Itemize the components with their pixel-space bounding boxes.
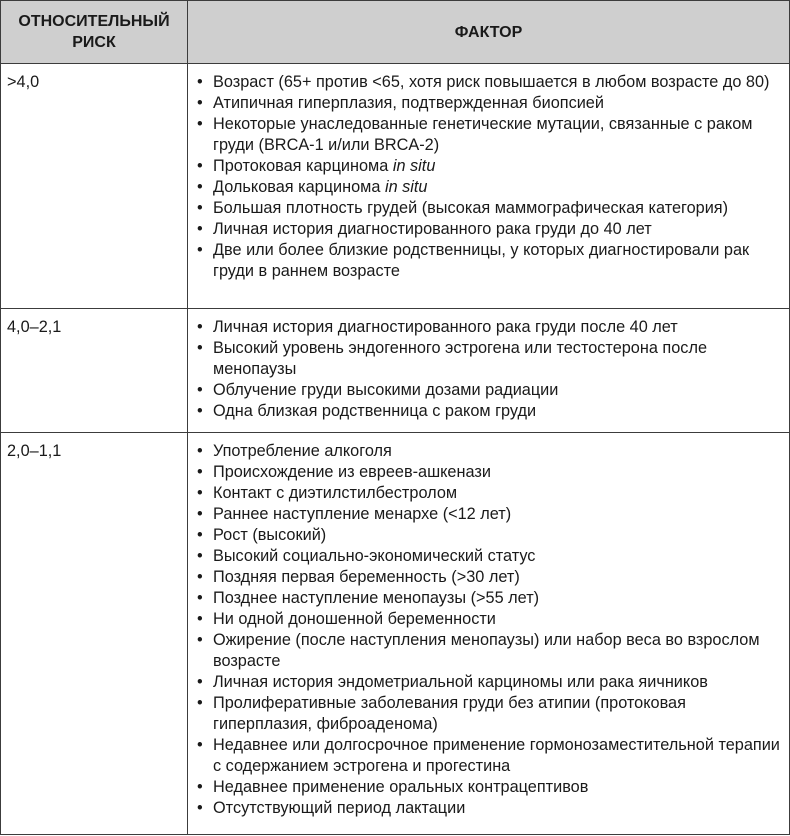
list-item <box>192 317 785 338</box>
list-item <box>192 567 785 588</box>
list-item <box>192 630 785 672</box>
bullet-icon: • <box>197 220 203 238</box>
factor-text: Употребление алкоголя <box>213 442 392 460</box>
list-item <box>192 219 785 240</box>
factor-text: Облучение груди высокими дозами радиации <box>213 381 559 399</box>
header-relative-risk: ОТНОСИТЕЛЬНЫЙ РИСК <box>1 1 188 64</box>
list-item <box>192 177 785 198</box>
list-item <box>192 504 785 525</box>
risk-value: 4,0–2,1 <box>1 309 188 433</box>
table-row <box>1 64 790 309</box>
bullet-icon: • <box>197 381 203 399</box>
list-item <box>192 198 785 219</box>
bullet-icon: • <box>197 73 203 91</box>
factor-text: Высокий социально-экономический статус <box>213 547 536 565</box>
factor-text: Ожирение (после наступления менопаузы) или набор веса во взрослом возрасте <box>213 631 760 670</box>
bullet-icon: • <box>197 526 203 544</box>
table-row <box>1 309 790 433</box>
bullet-icon: • <box>197 673 203 691</box>
list-item <box>192 338 785 380</box>
factor-text: Недавнее применение оральных контрацептивов <box>213 778 589 796</box>
list-item <box>192 588 785 609</box>
list-item <box>192 114 785 156</box>
bullet-icon: • <box>197 318 203 336</box>
factor-list <box>192 72 785 282</box>
list-item <box>192 441 785 462</box>
list-item <box>192 93 785 114</box>
bullet-icon: • <box>197 199 203 217</box>
factor-text: Дольковая карцинома <box>213 178 381 196</box>
factor-text: Протоковая карцинома <box>213 157 389 175</box>
factor-text: Контакт с диэтилстилбестролом <box>213 484 458 502</box>
list-item <box>192 72 785 93</box>
list-item <box>192 462 785 483</box>
factor-text: Отсутствующий период лактации <box>213 799 466 817</box>
factor-text: Личная история эндометриальной карциномы или рака яичников <box>213 673 708 691</box>
table-header-row <box>1 1 790 64</box>
bullet-icon: • <box>197 157 203 175</box>
factor-text: Некоторые унаследованные генетические мутации, связанные с раком груди (BRCA-1 и/или BRCA-2) <box>213 115 753 154</box>
bullet-icon: • <box>197 505 203 523</box>
bullet-icon: • <box>197 736 203 754</box>
factor-text: Одна близкая родственница с раком груди <box>213 402 537 420</box>
factor-text: Пролиферативные заболевания груди без атипии (протоковая гиперплазия, фиброаденома) <box>213 694 686 733</box>
bullet-icon: • <box>197 589 203 607</box>
bullet-icon: • <box>197 568 203 586</box>
bullet-icon: • <box>197 484 203 502</box>
list-item <box>192 735 785 777</box>
factor-text: Поздняя первая беременность (>30 лет) <box>213 568 520 586</box>
factor-text: Раннее наступление менархе (<12 лет) <box>213 505 512 523</box>
bullet-icon: • <box>197 547 203 565</box>
bullet-icon: • <box>197 241 203 259</box>
factor-list <box>192 317 785 422</box>
bullet-icon: • <box>197 694 203 712</box>
list-item <box>192 156 785 177</box>
header-factor: ФАКТОР <box>188 1 790 64</box>
factor-text: Большая плотность грудей (высокая маммографическая категория) <box>213 199 729 217</box>
italic-term: in situ <box>384 178 428 196</box>
factor-cell <box>188 64 790 309</box>
bullet-icon: • <box>197 339 203 357</box>
factor-text: Высокий уровень эндогенного эстрогена или тестостерона после менопаузы <box>213 339 707 378</box>
factor-text: Личная история диагностированного рака груди после 40 лет <box>213 318 678 336</box>
factor-text: Позднее наступление менопаузы (>55 лет) <box>213 589 540 607</box>
factor-text: Атипичная гиперплазия, подтвержденная биопсией <box>213 94 604 112</box>
list-item <box>192 609 785 630</box>
factor-text: Личная история диагностированного рака груди до 40 лет <box>213 220 652 238</box>
bullet-icon: • <box>197 402 203 420</box>
factor-cell <box>188 309 790 433</box>
bullet-icon: • <box>197 115 203 133</box>
bullet-icon: • <box>197 94 203 112</box>
risk-value: 2,0–1,1 <box>1 433 188 835</box>
factor-text: Ни одной доношенной беременности <box>213 610 496 628</box>
bullet-icon: • <box>197 799 203 817</box>
bullet-icon: • <box>197 610 203 628</box>
factor-text: Возраст (65+ против <65, хотя риск повышается в любом возрасте до 80) <box>213 73 770 91</box>
bullet-icon: • <box>197 631 203 649</box>
list-item <box>192 380 785 401</box>
factor-list <box>192 441 785 819</box>
list-item <box>192 798 785 819</box>
factor-cell <box>188 433 790 835</box>
list-item <box>192 546 785 567</box>
list-item <box>192 672 785 693</box>
list-item <box>192 693 785 735</box>
risk-value: >4,0 <box>1 64 188 309</box>
factor-text: Две или более близкие родственницы, у которых диагностировали рак груди в раннем возрасте <box>213 241 750 280</box>
list-item <box>192 525 785 546</box>
italic-term: in situ <box>392 157 436 175</box>
list-item <box>192 777 785 798</box>
factor-text: Происхождение из евреев-ашкенази <box>213 463 491 481</box>
bullet-icon: • <box>197 178 203 196</box>
list-item <box>192 483 785 504</box>
list-item <box>192 401 785 422</box>
factor-text: Недавнее или долгосрочное применение гормонозаместительной терапии с содержанием эстрогена и прогестина <box>213 736 780 775</box>
factor-text: Рост (высокий) <box>213 526 327 544</box>
bullet-icon: • <box>197 778 203 796</box>
table-row <box>1 433 790 835</box>
bullet-icon: • <box>197 442 203 460</box>
bullet-icon: • <box>197 463 203 481</box>
list-item <box>192 240 785 282</box>
